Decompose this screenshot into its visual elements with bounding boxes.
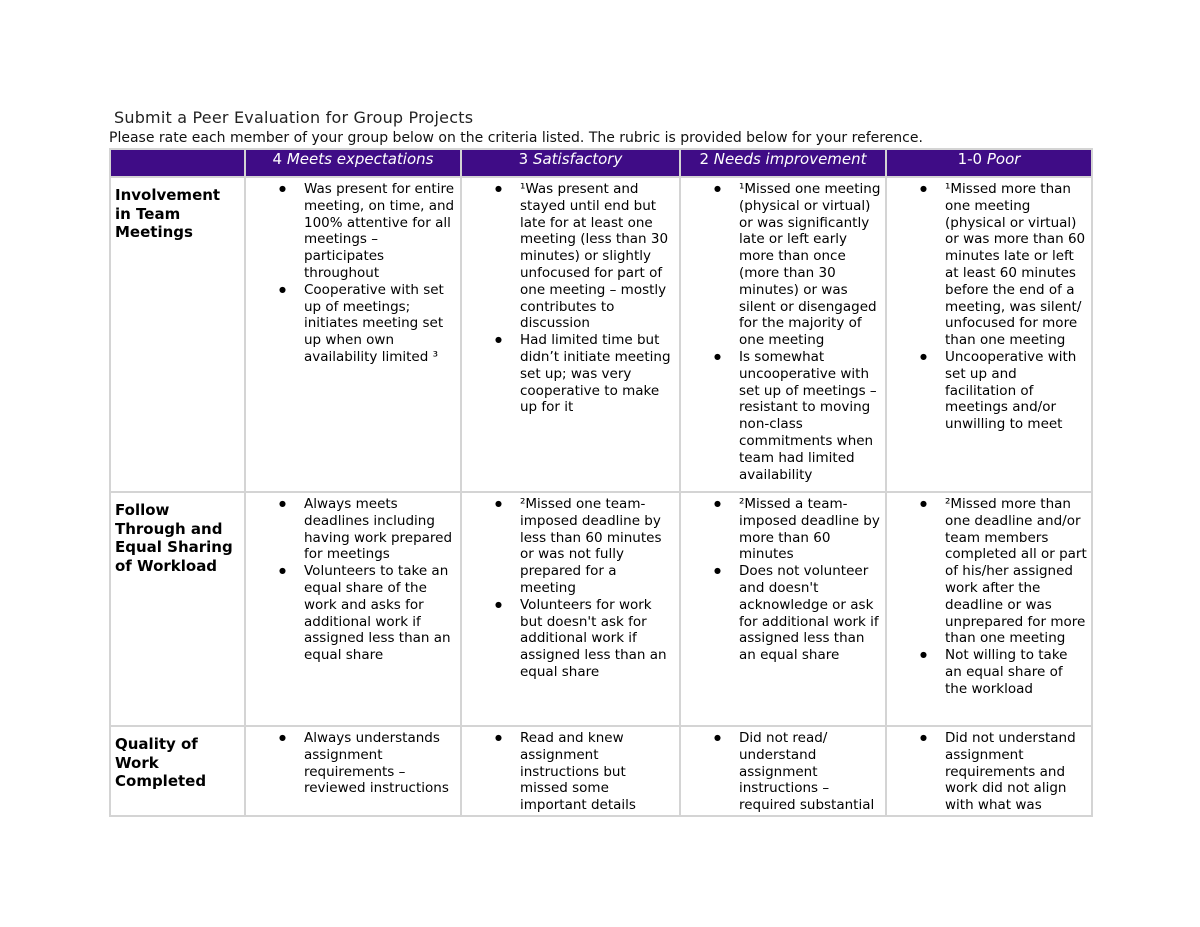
rubric-cell: [886, 177, 1092, 492]
rubric-cell: [461, 177, 680, 492]
rubric-bullet: ● Not willing to take an equal share of the workload: [887, 647, 1087, 697]
rubric-cell: [461, 492, 680, 726]
rubric-cell: [886, 492, 1092, 726]
rubric-bullet: ● Volunteers for work but doesn't ask for additional work if assigned less than an equal share: [462, 597, 675, 681]
rubric-bullet: ● Did not read/ understand assignment instructions – required substantial: [681, 730, 881, 814]
rubric-bullet: ● Was present for entire meeting, on time, and 100% attentive for all meetings – participates throughout: [246, 181, 456, 282]
rubric-cell: [680, 177, 886, 492]
document-subtitle: Please rate each member of your group below on the criteria listed. The rubric is provided below for your reference.: [109, 130, 923, 146]
header-criteria-cell: [110, 149, 245, 177]
rubric-bullet: ● Read and knew assignment instructions but missed some important details: [462, 730, 675, 814]
header-satisfactory: 3 Satisfactory: [461, 149, 680, 177]
rubric-cell: [680, 726, 886, 816]
rubric-bullet: ● ²Missed more than one deadline and/or team members completed all or part of his/her assigned work after the deadline or was unprepared for more than one meeting: [887, 496, 1087, 647]
rubric-bullet: ● ¹Missed one meeting (physical or virtual) or was significantly late or left early more than once (more than 30 minutes) or was silent or disengaged for the majority of one meeting: [681, 181, 881, 349]
rubric-bullet: ● Volunteers to take an equal share of the work and asks for additional work if assigned less than an equal share: [246, 563, 456, 664]
rubric-cell: [461, 726, 680, 816]
rubric-bullet: ● Does not volunteer and doesn't acknowledge or ask for additional work if assigned less than an equal share: [681, 563, 881, 664]
rubric-bullet: ● Cooperative with set up of meetings; initiates meeting set up when own availability limited ³: [246, 282, 456, 366]
rubric-row-follow-through: [110, 492, 1092, 726]
rubric-bullet: ● ¹Was present and stayed until end but late for at least one meeting (less than 30 minutes) or slightly unfocused for part of one meeting – mostly contributes to discussion: [462, 181, 675, 332]
rubric-header-row: [110, 149, 1092, 177]
rubric-bullet: ● Uncooperative with set up and facilitation of meetings and/or unwilling to meet: [887, 349, 1087, 433]
rubric-cell: [245, 726, 461, 816]
header-needs-improvement: 2 Needs improvement: [680, 149, 886, 177]
document-title: Submit a Peer Evaluation for Group Projects: [114, 108, 474, 127]
header-meets-expectations: 4 Meets expectations: [245, 149, 461, 177]
rubric-bullet: ● Had limited time but didn’t initiate meeting set up; was very cooperative to make up for it: [462, 332, 675, 416]
rubric-bullet: ● ²Missed one team-imposed deadline by less than 60 minutes or was not fully prepared for a meeting: [462, 496, 675, 597]
rubric-bullet: ● Is somewhat uncooperative with set up of meetings – resistant to moving non-class commitments when team had limited availability: [681, 349, 881, 483]
rubric-bullet: ● Did not understand assignment requirements and work did not align with what was: [887, 730, 1087, 814]
rubric-bullet: ● ¹Missed more than one meeting (physical or virtual) or was more than 60 minutes late or left at least 60 minutes before the end of a meeting, was silent/ unfocused for more than one meeting: [887, 181, 1087, 349]
rubric-row-involvement: [110, 177, 1092, 492]
rubric-bullet: ● Always understands assignment requirements – reviewed instructions: [246, 730, 456, 797]
rubric-cell: [886, 726, 1092, 816]
criterion-cell: Quality of Work Completed: [110, 726, 245, 816]
rubric-cell: [680, 492, 886, 726]
rubric-bullet: ● ²Missed a team-imposed deadline by more than 60 minutes: [681, 496, 881, 563]
rubric-cell: [245, 492, 461, 726]
criterion-cell: Involvement in Team Meetings: [110, 177, 245, 492]
rubric-cell: [245, 177, 461, 492]
rubric-row-quality: [110, 726, 1092, 816]
criterion-cell: Follow Through and Equal Sharing of Workload: [110, 492, 245, 726]
header-poor: 1-0 Poor: [886, 149, 1092, 177]
rubric-table: [109, 148, 1093, 817]
rubric-bullet: ● Always meets deadlines including having work prepared for meetings: [246, 496, 456, 563]
